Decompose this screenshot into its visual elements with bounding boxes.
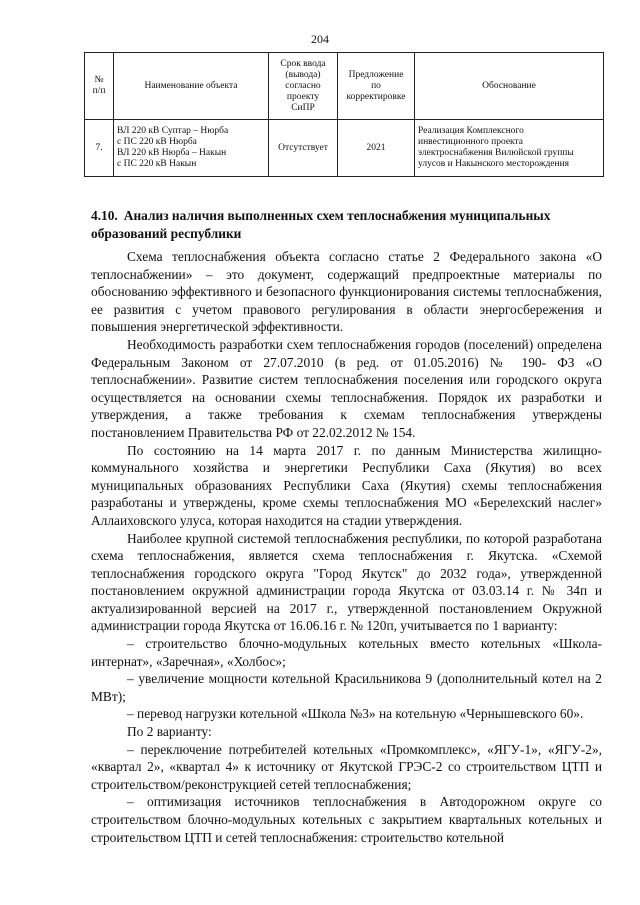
paragraph: Необходимость разработки схем теплоснабжения городов (поселений) определена Федеральным Законом от 27.07.2010 (в ред. от 01.05.2016) № 190- ФЗ «О теплоснабжении». Развитие систем теплоснабжения поселения или городского округа осуществляется на основании схемы теплоснабжения. Порядок их разработки и утверждения, а также требования к схемам теплоснабжения утверждены постановлением Правительства РФ от 22.02.2012 № 154. bbox=[91, 336, 602, 440]
section-number: 4.10. bbox=[91, 208, 118, 223]
table-row bbox=[85, 120, 604, 177]
body-text bbox=[91, 248, 602, 846]
header-term-line: согласно bbox=[285, 80, 321, 91]
page-number: 204 bbox=[311, 32, 329, 46]
cell-basis-line: электроснабжения Вилюйской группы bbox=[418, 148, 574, 158]
header-name: Наименование объекта bbox=[114, 53, 269, 120]
table-header-row bbox=[85, 53, 604, 120]
cell-basis-line: Реализация Комплексного bbox=[418, 126, 524, 136]
paragraph: Наиболее крупной системой теплоснабжения республики, по которой разработана схема теплоснабжения, является схема теплоснабжения г. Якутска. «Схемой теплоснабжения городского округа "Город Якутск" до 2032 года», утвержденной постановлением окружной администрации города Якутска от 03.03.14 г. № 34п и актуализированной версией на 2017 г., утвержденной постановлением Окружной администрации города Якутска от 16.06.16 г. № 120п, учитывается по 1 варианту: bbox=[91, 530, 602, 634]
header-term bbox=[269, 53, 338, 120]
header-proposal-line: Предложение bbox=[348, 69, 404, 80]
paragraph: По состоянию на 14 марта 2017 г. по данным Министерства жилищно-коммунального хозяйства и энергетики Республики Саха (Якутия) во всех муниципальных образованиях Республики Саха (Якутия) схемы теплоснабжения разработаны и утверждены, кроме схемы теплоснабжения МО «Берелехский наслег» Аллаиховского улуса, которая находится на стадии утверждения. bbox=[91, 442, 602, 528]
cell-name-line: ВЛ 220 кВ Суптар – Нюрба bbox=[117, 126, 229, 136]
list-item: – увеличение мощности котельной Красильникова 9 (дополнительный котел на 2 МВт); bbox=[91, 671, 602, 704]
cell-term: Отсутствует bbox=[269, 120, 338, 177]
cell-basis-line: улусов и Накынского месторождения bbox=[418, 159, 570, 169]
header-proposal bbox=[338, 53, 415, 120]
cell-num: 7. bbox=[85, 120, 114, 177]
objects-table bbox=[84, 52, 604, 177]
cell-name bbox=[114, 120, 269, 177]
cell-name-line: с ПС 220 кВ Нюрба bbox=[117, 137, 197, 147]
cell-name-line: ВЛ 220 кВ Нюрба – Накын bbox=[117, 148, 227, 158]
section-heading bbox=[91, 207, 601, 243]
header-proposal-line: по bbox=[371, 80, 381, 91]
header-term-line: проекту bbox=[286, 91, 320, 102]
header-basis: Обоснование bbox=[415, 53, 604, 120]
section-title-text: Анализ наличия выполненных схем теплоснабжения муниципальных образований республики bbox=[91, 208, 551, 241]
header-num bbox=[85, 53, 114, 120]
header-term-line: Срок ввода bbox=[280, 58, 326, 69]
cell-name-line: с ПС 220 кВ Накын bbox=[117, 159, 197, 169]
list-item: – перевод нагрузки котельной «Школа №3» на котельную «Чернышевского 60». bbox=[127, 706, 584, 722]
paragraph: Схема теплоснабжения объекта согласно статье 2 Федерального закона «О теплоснабжении» – это документ, содержащий предпроектные материалы по обоснованию эффективного и безопасного функционирования системы теплоснабжения, ее развития с учетом правового регулирования в области энергосбережения и повышения энергетической эффективности. bbox=[91, 249, 602, 335]
header-term-line: (вывода) bbox=[285, 69, 321, 80]
header-proposal-line: корректировке bbox=[346, 91, 406, 102]
header-num-line: п/п bbox=[92, 86, 106, 96]
list-item: – строительство блочно-модульных котельных вместо котельных «Школа-интернат», «Заречная», «Холбос»; bbox=[91, 636, 602, 669]
cell-basis-line: инвестиционного проекта bbox=[418, 137, 524, 147]
cell-proposal: 2021 bbox=[338, 120, 415, 177]
list-item: – переключение потребителей котельных «Промкомплекс», «ЯГУ-1», «ЯГУ-2», «квартал 2», «квартал 4» к источнику от Якутской ГРЭС-2 со строительством ЦТП и строительством/реконструкцией сетей теплоснабжения; bbox=[91, 741, 602, 792]
header-term-line: СиПР bbox=[291, 102, 315, 113]
header-num-line: № bbox=[94, 75, 104, 85]
list-item: – оптимизация источников теплоснабжения в Автодорожном округе со строительством блочно-модульных котельных с закрытием квартальных котельных и строительством ЦТП и сетей теплоснабжения: строительство котельной bbox=[91, 794, 602, 845]
paragraph: По 2 варианту: bbox=[127, 724, 212, 740]
cell-basis bbox=[415, 120, 604, 177]
